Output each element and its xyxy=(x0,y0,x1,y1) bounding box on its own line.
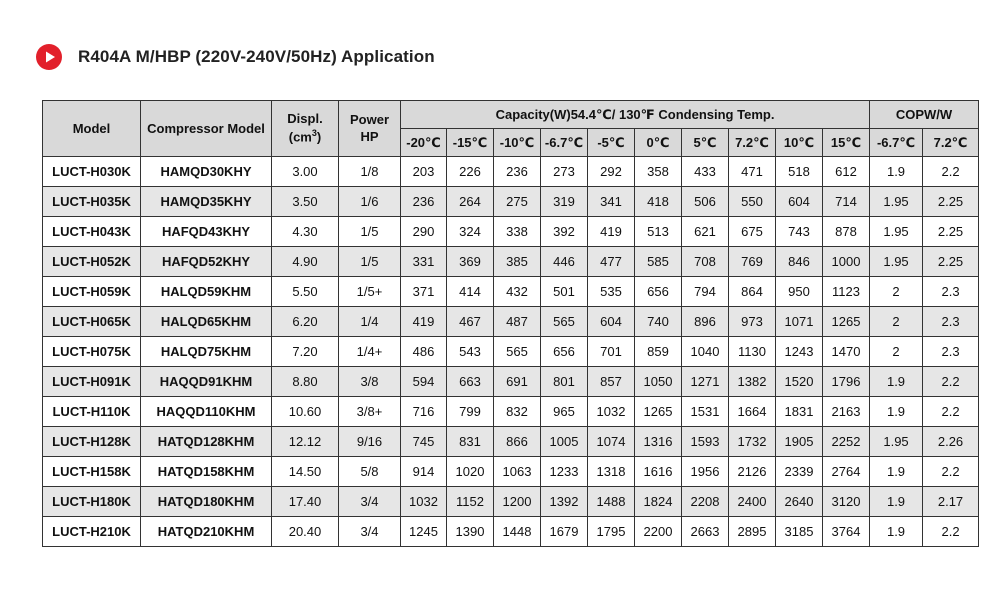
compressor-cell: HAMQD35KHY xyxy=(141,187,272,217)
compressor-cell: HATQD128KHM xyxy=(141,427,272,457)
capacity-cell: 1123 xyxy=(823,277,870,307)
capacity-cell: 3764 xyxy=(823,517,870,547)
capacity-cell: 550 xyxy=(729,187,776,217)
capacity-cell: 716 xyxy=(401,397,447,427)
capacity-cell: 3185 xyxy=(776,517,823,547)
capacity-cell: 604 xyxy=(776,187,823,217)
capacity-cell: 1316 xyxy=(635,427,682,457)
capacity-cell: 2252 xyxy=(823,427,870,457)
table-row xyxy=(43,157,979,187)
capacity-cell: 1005 xyxy=(541,427,588,457)
capacity-cell: 831 xyxy=(447,427,494,457)
capacity-cell: 857 xyxy=(588,367,635,397)
cop-cell: 2.3 xyxy=(923,307,979,337)
table-row xyxy=(43,487,979,517)
capacity-cell: 1071 xyxy=(776,307,823,337)
capacity-cell: 471 xyxy=(729,157,776,187)
capacity-cell: 1616 xyxy=(635,457,682,487)
displacement-cell: 4.90 xyxy=(272,247,339,277)
displacement-cell: 4.30 xyxy=(272,217,339,247)
capacity-cell: 385 xyxy=(494,247,541,277)
capacity-temp-header: 15℃ xyxy=(823,129,870,157)
cop-cell: 2.25 xyxy=(923,247,979,277)
cop-cell: 2.25 xyxy=(923,217,979,247)
title-row xyxy=(36,42,435,72)
capacity-cell: 565 xyxy=(541,307,588,337)
capacity-cell: 701 xyxy=(588,337,635,367)
cop-cell: 1.9 xyxy=(870,397,923,427)
capacity-cell: 1593 xyxy=(682,427,729,457)
capacity-cell: 594 xyxy=(401,367,447,397)
capacity-cell: 1470 xyxy=(823,337,870,367)
capacity-temp-header: -6.7℃ xyxy=(541,129,588,157)
capacity-cell: 358 xyxy=(635,157,682,187)
capacity-cell: 2339 xyxy=(776,457,823,487)
capacity-cell: 656 xyxy=(635,277,682,307)
capacity-cell: 414 xyxy=(447,277,494,307)
capacity-cell: 1905 xyxy=(776,427,823,457)
capacity-cell: 338 xyxy=(494,217,541,247)
table-body xyxy=(43,157,979,547)
power-hp-cell: 3/4 xyxy=(339,517,401,547)
capacity-cell: 740 xyxy=(635,307,682,337)
capacity-cell: 1318 xyxy=(588,457,635,487)
capacity-cell: 419 xyxy=(588,217,635,247)
capacity-cell: 236 xyxy=(401,187,447,217)
cop-cell: 2 xyxy=(870,307,923,337)
model-cell: LUCT-H091K xyxy=(43,367,141,397)
capacity-cell: 1040 xyxy=(682,337,729,367)
capacity-cell: 2208 xyxy=(682,487,729,517)
capacity-cell: 273 xyxy=(541,157,588,187)
capacity-cell: 324 xyxy=(447,217,494,247)
capacity-cell: 501 xyxy=(541,277,588,307)
capacity-cell: 2640 xyxy=(776,487,823,517)
capacity-cell: 2764 xyxy=(823,457,870,487)
cop-cell: 1.95 xyxy=(870,247,923,277)
compressor-cell: HAFQD52KHY xyxy=(141,247,272,277)
capacity-temp-header: -15℃ xyxy=(447,129,494,157)
col-power-header: Power HP xyxy=(339,101,401,157)
cop-cell: 2.2 xyxy=(923,157,979,187)
capacity-cell: 369 xyxy=(447,247,494,277)
cop-cell: 2.2 xyxy=(923,367,979,397)
table-row xyxy=(43,247,979,277)
cop-cell: 2.2 xyxy=(923,517,979,547)
col-model-header: Model xyxy=(43,101,141,157)
capacity-cell: 1032 xyxy=(588,397,635,427)
capacity-cell: 1074 xyxy=(588,427,635,457)
compressor-cell: HATQD180KHM xyxy=(141,487,272,517)
col-compressor-header: Compressor Model xyxy=(141,101,272,157)
capacity-cell: 769 xyxy=(729,247,776,277)
model-cell: LUCT-H158K xyxy=(43,457,141,487)
capacity-cell: 236 xyxy=(494,157,541,187)
capacity-cell: 1271 xyxy=(682,367,729,397)
capacity-cell: 2663 xyxy=(682,517,729,547)
capacity-cell: 965 xyxy=(541,397,588,427)
cop-cell: 2.2 xyxy=(923,397,979,427)
capacity-cell: 1050 xyxy=(635,367,682,397)
cop-cell: 2 xyxy=(870,337,923,367)
capacity-cell: 585 xyxy=(635,247,682,277)
power-hp-cell: 1/5 xyxy=(339,247,401,277)
capacity-cell: 418 xyxy=(635,187,682,217)
capacity-group-header: Capacity(W)54.4℃/ 130℉ Condensing Temp. xyxy=(401,101,870,129)
cop-temp-header: 7.2℃ xyxy=(923,129,979,157)
capacity-cell: 801 xyxy=(541,367,588,397)
table-row xyxy=(43,427,979,457)
capacity-cell: 675 xyxy=(729,217,776,247)
capacity-cell: 1732 xyxy=(729,427,776,457)
displacement-cell: 8.80 xyxy=(272,367,339,397)
capacity-cell: 2126 xyxy=(729,457,776,487)
cop-cell: 2.17 xyxy=(923,487,979,517)
capacity-cell: 714 xyxy=(823,187,870,217)
capacity-cell: 1664 xyxy=(729,397,776,427)
compressor-cell: HALQD65KHM xyxy=(141,307,272,337)
play-icon xyxy=(36,44,62,70)
power-hp-cell: 1/6 xyxy=(339,187,401,217)
capacity-cell: 513 xyxy=(635,217,682,247)
capacity-cell: 794 xyxy=(682,277,729,307)
capacity-cell: 2200 xyxy=(635,517,682,547)
capacity-cell: 446 xyxy=(541,247,588,277)
capacity-cell: 543 xyxy=(447,337,494,367)
capacity-cell: 612 xyxy=(823,157,870,187)
model-cell: LUCT-H035K xyxy=(43,187,141,217)
model-cell: LUCT-H128K xyxy=(43,427,141,457)
displacement-cell: 3.50 xyxy=(272,187,339,217)
capacity-cell: 1152 xyxy=(447,487,494,517)
capacity-cell: 203 xyxy=(401,157,447,187)
cop-cell: 2.3 xyxy=(923,277,979,307)
cop-cell: 1.9 xyxy=(870,157,923,187)
capacity-temp-header: 5℃ xyxy=(682,129,729,157)
capacity-cell: 1243 xyxy=(776,337,823,367)
capacity-cell: 477 xyxy=(588,247,635,277)
cop-group-header: COPW/W xyxy=(870,101,979,129)
cop-temp-header: -6.7℃ xyxy=(870,129,923,157)
capacity-temp-header: -5℃ xyxy=(588,129,635,157)
capacity-cell: 663 xyxy=(447,367,494,397)
capacity-cell: 950 xyxy=(776,277,823,307)
table-row xyxy=(43,517,979,547)
power-hp-cell: 1/5+ xyxy=(339,277,401,307)
displacement-cell: 6.20 xyxy=(272,307,339,337)
power-hp-cell: 3/8 xyxy=(339,367,401,397)
capacity-cell: 1130 xyxy=(729,337,776,367)
table-row xyxy=(43,307,979,337)
capacity-cell: 691 xyxy=(494,367,541,397)
model-cell: LUCT-H043K xyxy=(43,217,141,247)
cop-cell: 1.95 xyxy=(870,427,923,457)
capacity-cell: 341 xyxy=(588,187,635,217)
model-cell: LUCT-H180K xyxy=(43,487,141,517)
power-hp-cell: 9/16 xyxy=(339,427,401,457)
capacity-cell: 419 xyxy=(401,307,447,337)
capacity-cell: 1233 xyxy=(541,457,588,487)
model-cell: LUCT-H052K xyxy=(43,247,141,277)
capacity-cell: 1200 xyxy=(494,487,541,517)
capacity-cell: 832 xyxy=(494,397,541,427)
capacity-cell: 1265 xyxy=(823,307,870,337)
capacity-cell: 743 xyxy=(776,217,823,247)
capacity-cell: 1831 xyxy=(776,397,823,427)
capacity-cell: 878 xyxy=(823,217,870,247)
model-cell: LUCT-H059K xyxy=(43,277,141,307)
capacity-temp-header: 7.2℃ xyxy=(729,129,776,157)
capacity-cell: 331 xyxy=(401,247,447,277)
capacity-temp-header: -20℃ xyxy=(401,129,447,157)
capacity-cell: 487 xyxy=(494,307,541,337)
capacity-cell: 506 xyxy=(682,187,729,217)
power-hp-cell: 1/5 xyxy=(339,217,401,247)
capacity-cell: 565 xyxy=(494,337,541,367)
capacity-cell: 1245 xyxy=(401,517,447,547)
capacity-cell: 1063 xyxy=(494,457,541,487)
displacement-cell: 17.40 xyxy=(272,487,339,517)
capacity-cell: 392 xyxy=(541,217,588,247)
power-hp-cell: 1/4+ xyxy=(339,337,401,367)
compressor-cell: HALQD75KHM xyxy=(141,337,272,367)
capacity-cell: 2163 xyxy=(823,397,870,427)
capacity-cell: 1390 xyxy=(447,517,494,547)
capacity-cell: 486 xyxy=(401,337,447,367)
compressor-cell: HATQD210KHM xyxy=(141,517,272,547)
capacity-cell: 799 xyxy=(447,397,494,427)
capacity-cell: 604 xyxy=(588,307,635,337)
compressor-cell: HAQQD91KHM xyxy=(141,367,272,397)
capacity-cell: 1032 xyxy=(401,487,447,517)
cop-cell: 1.9 xyxy=(870,457,923,487)
capacity-cell: 292 xyxy=(588,157,635,187)
power-hp-cell: 1/4 xyxy=(339,307,401,337)
model-cell: LUCT-H065K xyxy=(43,307,141,337)
capacity-cell: 1795 xyxy=(588,517,635,547)
cop-cell: 1.9 xyxy=(870,517,923,547)
displacement-cell: 14.50 xyxy=(272,457,339,487)
capacity-temp-header: 10℃ xyxy=(776,129,823,157)
power-hp-cell: 5/8 xyxy=(339,457,401,487)
model-cell: LUCT-H110K xyxy=(43,397,141,427)
displacement-cell: 20.40 xyxy=(272,517,339,547)
capacity-cell: 1392 xyxy=(541,487,588,517)
capacity-cell: 275 xyxy=(494,187,541,217)
compressor-cell: HAMQD30KHY xyxy=(141,157,272,187)
capacity-cell: 3120 xyxy=(823,487,870,517)
capacity-cell: 1531 xyxy=(682,397,729,427)
capacity-cell: 656 xyxy=(541,337,588,367)
displacement-cell: 10.60 xyxy=(272,397,339,427)
capacity-cell: 708 xyxy=(682,247,729,277)
capacity-cell: 1448 xyxy=(494,517,541,547)
page-title: R404A M/HBP (220V-240V/50Hz) Application xyxy=(78,47,435,66)
model-cell: LUCT-H075K xyxy=(43,337,141,367)
table-row xyxy=(43,397,979,427)
capacity-cell: 1520 xyxy=(776,367,823,397)
compressor-cell: HAFQD43KHY xyxy=(141,217,272,247)
capacity-cell: 1679 xyxy=(541,517,588,547)
capacity-cell: 914 xyxy=(401,457,447,487)
table-row xyxy=(43,337,979,367)
capacity-cell: 2895 xyxy=(729,517,776,547)
compressor-cell: HALQD59KHM xyxy=(141,277,272,307)
capacity-cell: 1265 xyxy=(635,397,682,427)
table-row xyxy=(43,277,979,307)
cop-cell: 2.2 xyxy=(923,457,979,487)
cop-cell: 1.95 xyxy=(870,217,923,247)
capacity-cell: 745 xyxy=(401,427,447,457)
capacity-cell: 1956 xyxy=(682,457,729,487)
table-row xyxy=(43,217,979,247)
compressor-cell: HATQD158KHM xyxy=(141,457,272,487)
cop-cell: 2.26 xyxy=(923,427,979,457)
table-row xyxy=(43,367,979,397)
compressor-cell: HAQQD110KHM xyxy=(141,397,272,427)
cop-cell: 2.25 xyxy=(923,187,979,217)
capacity-cell: 866 xyxy=(494,427,541,457)
capacity-cell: 371 xyxy=(401,277,447,307)
cop-cell: 1.9 xyxy=(870,367,923,397)
capacity-cell: 1488 xyxy=(588,487,635,517)
power-hp-cell: 3/4 xyxy=(339,487,401,517)
cop-cell: 1.95 xyxy=(870,187,923,217)
capacity-cell: 1382 xyxy=(729,367,776,397)
model-cell: LUCT-H210K xyxy=(43,517,141,547)
capacity-temp-header: -10℃ xyxy=(494,129,541,157)
capacity-cell: 621 xyxy=(682,217,729,247)
capacity-cell: 432 xyxy=(494,277,541,307)
capacity-cell: 973 xyxy=(729,307,776,337)
capacity-cell: 1824 xyxy=(635,487,682,517)
spec-table xyxy=(42,100,979,547)
capacity-cell: 859 xyxy=(635,337,682,367)
capacity-cell: 467 xyxy=(447,307,494,337)
capacity-cell: 535 xyxy=(588,277,635,307)
displacement-cell: 3.00 xyxy=(272,157,339,187)
capacity-cell: 864 xyxy=(729,277,776,307)
table-header xyxy=(43,101,979,157)
table-row xyxy=(43,457,979,487)
displacement-cell: 12.12 xyxy=(272,427,339,457)
capacity-cell: 1796 xyxy=(823,367,870,397)
cop-cell: 2 xyxy=(870,277,923,307)
capacity-cell: 1000 xyxy=(823,247,870,277)
capacity-cell: 1020 xyxy=(447,457,494,487)
capacity-cell: 226 xyxy=(447,157,494,187)
displacement-cell: 5.50 xyxy=(272,277,339,307)
capacity-temp-header: 0℃ xyxy=(635,129,682,157)
power-hp-cell: 1/8 xyxy=(339,157,401,187)
table-row xyxy=(43,187,979,217)
col-displ-header: Displ. $(cm^3)$ xyxy=(272,101,339,157)
capacity-cell: 264 xyxy=(447,187,494,217)
capacity-cell: 319 xyxy=(541,187,588,217)
capacity-cell: 896 xyxy=(682,307,729,337)
capacity-cell: 290 xyxy=(401,217,447,247)
capacity-cell: 518 xyxy=(776,157,823,187)
cop-cell: 2.3 xyxy=(923,337,979,367)
power-hp-cell: 3/8+ xyxy=(339,397,401,427)
model-cell: LUCT-H030K xyxy=(43,157,141,187)
capacity-cell: 433 xyxy=(682,157,729,187)
displacement-cell: 7.20 xyxy=(272,337,339,367)
capacity-cell: 2400 xyxy=(729,487,776,517)
cop-cell: 1.9 xyxy=(870,487,923,517)
capacity-cell: 846 xyxy=(776,247,823,277)
